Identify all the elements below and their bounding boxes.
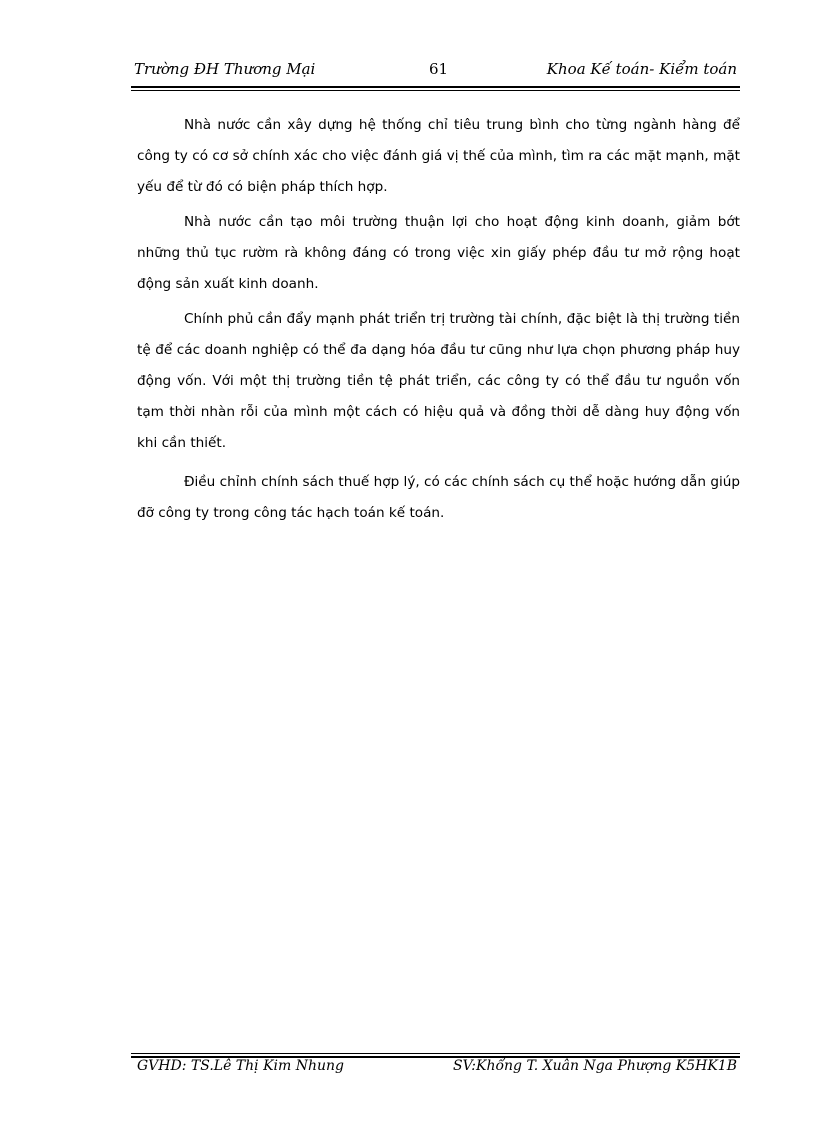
page-footer [137, 1058, 740, 1080]
footer-student: SV:Khổng T. Xuân Nga Phượng K5HK1B [452, 1058, 737, 1074]
page-header [131, 60, 739, 82]
page-number: 61 [429, 60, 449, 78]
footer-supervisor: GVHD: TS.Lê Thị Kim Nhung [137, 1058, 345, 1074]
header-school-name: Trường ĐH Thương Mại [134, 60, 316, 78]
header-rule-thick [131, 86, 740, 88]
paragraph: Điều chỉnh chính sách thuế hợp lý, có các chính sách cụ thể hoặc hướng dẫn giúp đỡ công ty trong công tác hạch toán kế toán. [137, 474, 740, 521]
paragraph: Nhà nước cần tạo môi trường thuận lợi cho hoạt động kinh doanh, giảm bớt những thủ tục rườm rà không đáng có trong việc xin giấy phép đầu tư mở rộng hoạt động sản xuất kinh doanh. [137, 214, 740, 292]
body-text [137, 110, 740, 533]
footer-rule-thin [131, 1053, 740, 1054]
header-rule-thin [131, 90, 740, 91]
header-department: Khoa Kế toán- Kiểm toán [546, 60, 737, 78]
paragraph: Nhà nước cần xây dựng hệ thống chỉ tiêu trung bình cho từng ngành hàng để công ty có cơ sở chính xác cho việc đánh giá vị thế của mình, tìm ra các mặt mạnh, mặt yếu để từ đó có biện pháp thích hợp. [137, 117, 740, 195]
paragraph: Chính phủ cần đẩy mạnh phát triển trị trường tài chính, đặc biệt là thị trường tiền tệ để các doanh nghiệp có thể đa dạng hóa đầu tư cũng như lựa chọn phương pháp huy động vốn. Với một thị trường tiền tệ phát triển, các công ty có thể đầu tư nguồn vốn tạm thời nhàn rỗi của mình một cách có hiệu quả và đồng thời dễ dàng huy động vốn khi cần thiết. [137, 311, 740, 451]
